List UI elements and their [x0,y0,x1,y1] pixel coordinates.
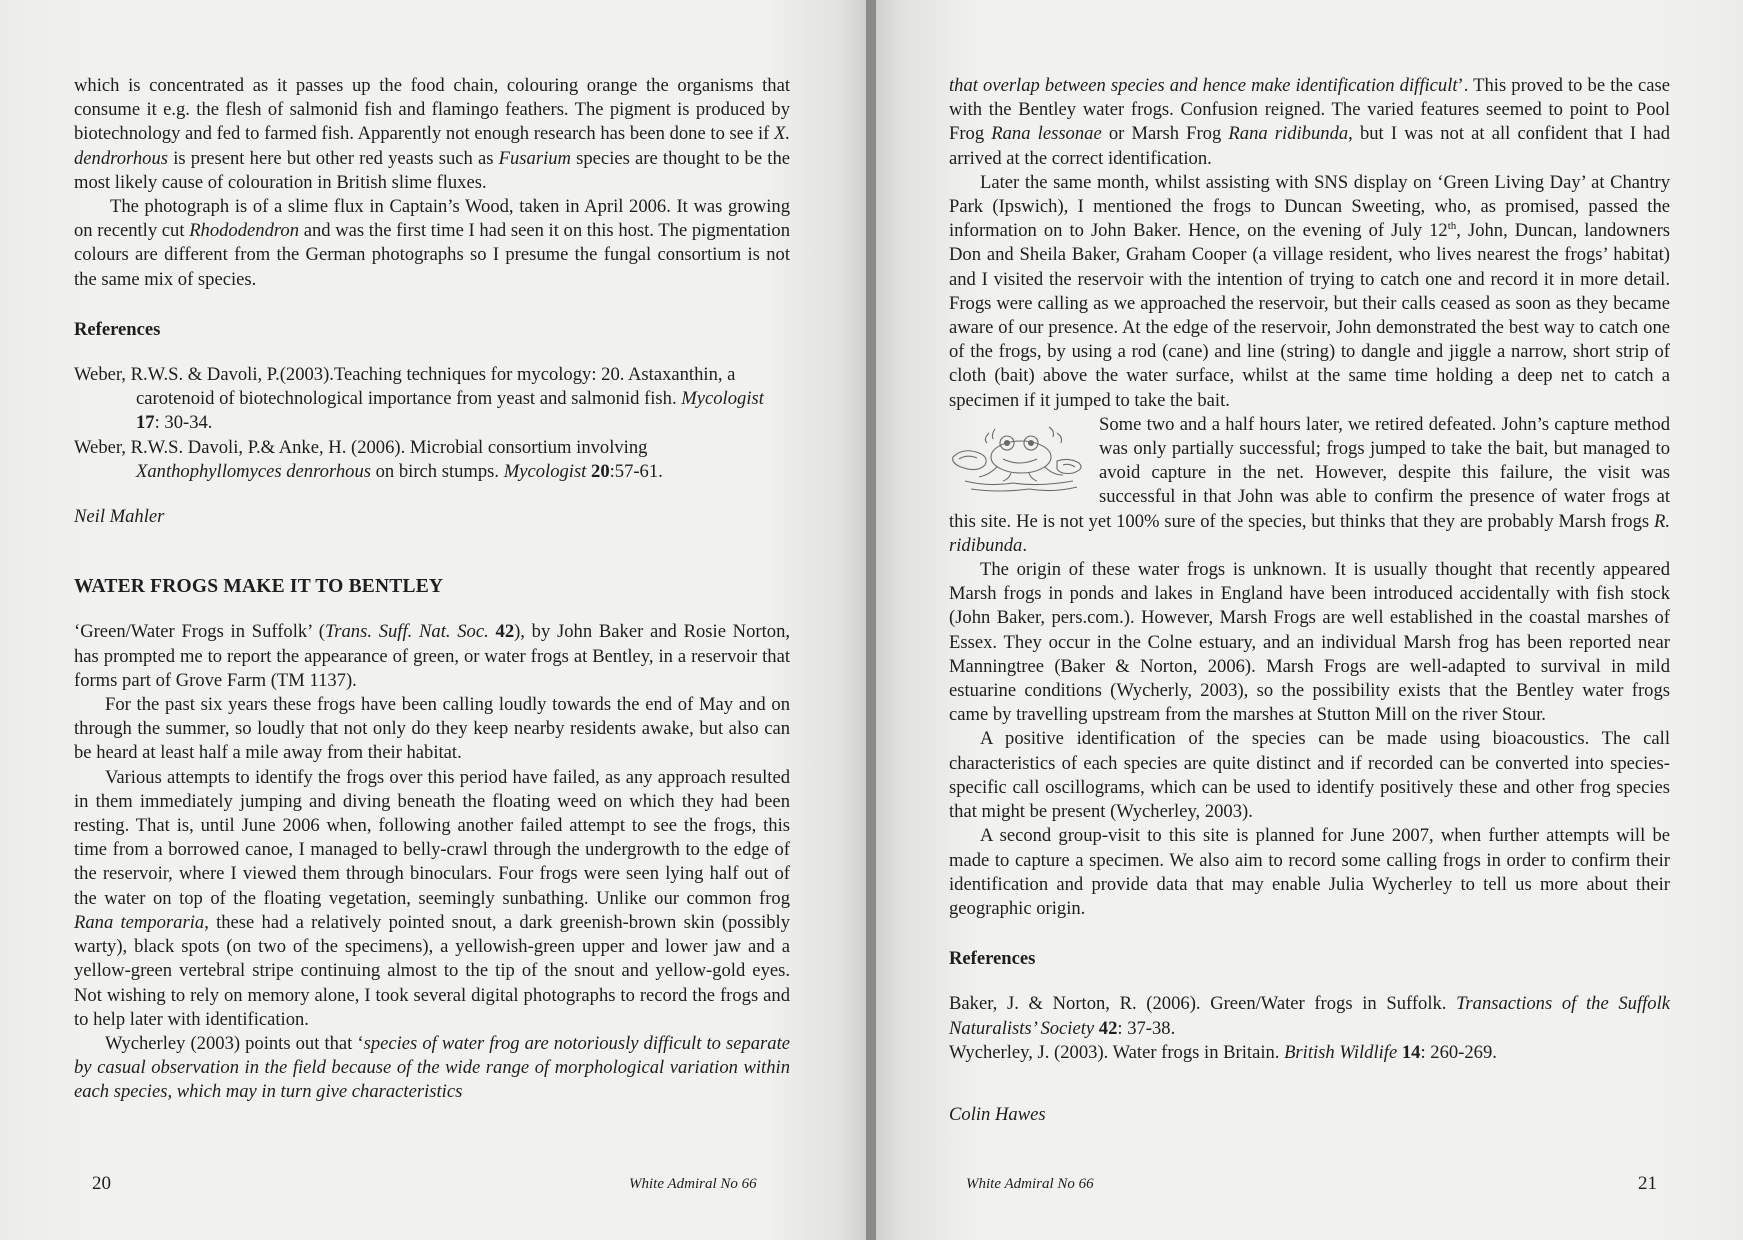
journal-volume: 20 [591,460,610,482]
page-number: 21 [1638,1173,1657,1194]
journal-name: Mycologist [681,388,764,410]
reference-list [74,363,790,484]
species-name: Rana temporaria [74,911,205,933]
text-run: on birch stumps. [370,460,504,482]
left-page [0,0,866,1240]
text-run: Various attempts to identify the frogs over this period have failed, as any approach resulted in them immediately jumping and diving beneath the floating weed on which they had been resting. That is, until June 2006 when, following another failed attempt to see the frogs, this time from a borrowed canoe, I managed to belly-crawl through the undergrowth to the edge of the reservoir, where I viewed them through binoculars. Four frogs were seen lying half out of the water on top of the floating vegetation, seemingly sunbathing. Unlike our common frog [74,766,790,909]
journal-name: Trans. Suff. Nat. Soc. [324,621,489,643]
species-name: Rana ridibunda [1228,123,1349,145]
journal-name: Transactions of the Suffolk Naturalists’ Society [949,993,1670,1039]
references-heading: References [74,318,161,340]
journal-volume: 42 [495,621,515,643]
text-run: Wycherley (2003) points out that ‘ [105,1032,364,1054]
article-paragraph: A second group-visit to this site is planned for June 2007, when further attempts will be made to capture a specimen. We also aim to record some calling frogs in order to confirm their identification and provide data that may enable Julia Wycherley to tell us more about their geographic origin. [949,825,1670,919]
species-name: Rhododendron [189,220,300,242]
frog-sketch-icon [949,417,1089,495]
text-run: The photograph is of a slime flux in Captain’s Wood, taken in April 2006. It was growing on recently cut [74,196,790,242]
publication-footer: White Admiral No 66 [629,1176,757,1192]
article-paragraph: A positive identification of the species can be made using bioacoustics. The call characteristics of each species are quite distinct and if recorded can be converted into species-specific call oscillograms, which can be used to identify positively these and other frog species that might be present (Wycherley, 2003). [949,728,1670,823]
text-run: Later the same month, whilst assisting with SNS display on ‘Green Living Day’ at Chantry Park (Ipswich), I mentioned the frogs to Duncan Sweeting, who, as promised, passed the information on to John Baker. Hence, on the evening of July 12 [949,171,1670,242]
text-run: and was the first time I had seen it on this host. The pigmentation colours are different from the German photographs so I presume the fungal consortium is not the same mix of species. [74,220,790,290]
reference-item [949,992,1670,1040]
text-run: ‘Green/Water Frogs in Suffolk’ ( [74,621,325,643]
text-run: species are thought to be the most likely cause of colouration in British slime fluxes. [74,147,790,193]
journal-name: Mycologist [503,460,587,482]
text-run: or Marsh Frog [1101,123,1229,145]
text-run: :57-61. [609,460,663,482]
article-paragraph [74,620,790,693]
text-run: , John, Duncan, landowners Don and Sheila Baker, Graham Cooper (a village resident, who lives nearest the frogs’ habitat) and I visited the reservoir with the intention of trying to catch one and record it in more detail. Frogs were calling as we approached the reservoir, but their calls ceased as soon as they became aware of our presence. At the edge of the reservoir, John demonstrated the best way to catch one of the frogs, by using a rod (cane) and line (string) to dangle and jiggle a narrow, short strip of cloth (bait) above the water surface, whilst at the same time holding a deep net to catch a specimen if it jumped to take the bait. [949,220,1671,411]
text-run: is present here but other red yeasts such as [168,147,499,169]
text-run: Some two and a half hours later, we retired defeated. John’s capture method was only partially successful; frogs jumped to take the bait, but managed to avoid capture in the net. However, despite this failure, the visit was successful in that John was able to confirm the presence of water frogs at this site. He is not yet 100% sure of the species, but thinks that they are probably Marsh frogs [949,413,1670,532]
text-run: Baker, J. & Norton, R. (2006). Green/Water frogs in Suffolk. [949,993,1457,1015]
article-paragraph [949,171,1670,413]
article-paragraph [949,413,1670,558]
journal-volume: 17 [136,412,155,434]
text-run: Weber, R.W.S. & Davoli, P.(2003).Teaching techniques for mycology: 20. Astaxanthin, a carotenoid of biotechnological importance from yeast and salmonid fish. [74,364,736,410]
article-paragraph: The origin of these water frogs is unknown. It is usually thought that recently appeared Marsh frogs in ponds and lakes in England have been introduced accidentally with fish stock (John Baker, pers.com.). However, Marsh Frogs are well established in the coastal marshes of Essex. They occur in the Colne estuary, and an individual Marsh frog has been reported near Manningtree (Baker & Norton, 2006). Marsh Frogs are well-adapted to survival in mild estuarine conditions (Wycherly, 2003), so the possibility exists that the Bentley water frogs came by travelling upstream from the marshes at Stutton Mill on the river Stour. [949,559,1670,726]
text-run: Weber, R.W.S. Davoli, P.& Anke, H. (2006). Microbial consortium involving [74,436,648,458]
publication-footer: White Admiral No 66 [966,1176,1094,1192]
text-run: ’. This proved to be the case with the Bentley water frogs. Confusion reigned. The varied features seemed to point to Pool Frog [949,75,1670,145]
page-number: 20 [92,1173,111,1194]
journal-volume: 14 [1401,1041,1421,1063]
left-text-column [74,74,790,1105]
species-name: R. ridibunda [949,510,1670,556]
text-run: Wycherley, J. (2003). Water frogs in Britain. [949,1041,1285,1063]
article-paragraph [74,1032,790,1105]
photo-paragraph [74,195,790,292]
text-run: : 30-34. [154,412,213,434]
text-run: . [1022,534,1028,556]
ordinal-suffix: th [1447,220,1457,233]
author-name: Neil Mahler [74,506,165,528]
frog-illustration [949,417,1089,495]
text-run: , but I was not at all confident that I had arrived at the correct identification. [949,123,1671,169]
reference-item [74,436,790,484]
continuation-paragraph [74,74,790,195]
species-name: X. dendrorhous [74,123,790,169]
article-paragraph [949,74,1670,171]
reference-list [949,992,1670,1065]
journal-name: British Wildlife [1284,1041,1398,1063]
journal-volume: 42 [1098,1017,1118,1039]
references-heading: References [949,948,1036,970]
right-page [876,0,1743,1240]
text-run: : 37-38. [1117,1017,1176,1039]
article-paragraph: For the past six years these frogs have been calling loudly towards the end of May and on through the summer, so loudly that not only do they keep nearby residents awake, but also can be heard at least half a mile away from their habitat. [74,694,790,764]
species-name: Xanthophyllomyces denrorhous [136,460,371,482]
text-run: which is concentrated as it passes up the food chain, colouring orange the organisms that consume it e.g. the flesh of salmonid fish and flamingo feathers. The pigment is produced by biotechnology and fed to farmed fish. Apparently not enough research has been done to see if [74,75,790,145]
author-name: Colin Hawes [949,1103,1046,1125]
article-paragraph [74,766,790,1032]
text-run: : 260-269. [1420,1041,1497,1063]
quotation: that overlap between species and hence make identification difficult [949,75,1458,96]
text-run: ), by John Baker and Rosie Norton, has prompted me to report the appearance of green, or water frogs at Bentley, in a reservoir that forms part of Grove Farm (TM 1137). [74,621,791,691]
species-name: Rana lessonae [991,123,1102,145]
article-title: WATER FROGS MAKE IT TO BENTLEY [74,576,444,598]
reference-item [949,1041,1670,1065]
right-text-column [949,74,1670,1127]
quotation: species of water frog are notoriously difficult to separate by casual observation in the field because of the wide range of morphological variation within each species, which may in turn give characteristics [74,1032,790,1103]
text-run: , these had a relatively pointed snout, a dark greenish-brown skin (possibly warty), black spots (on two of the specimens), a yellowish-green upper and lower jaw and a yellow-green vertebral stripe continuing almost to the tip of the snout and yellow-gold eyes. Not wishing to rely on memory alone, I took several digital photographs to record the frogs and to help later with identification. [74,911,791,1030]
reference-item [74,363,790,436]
species-name: Fusarium [498,147,571,169]
